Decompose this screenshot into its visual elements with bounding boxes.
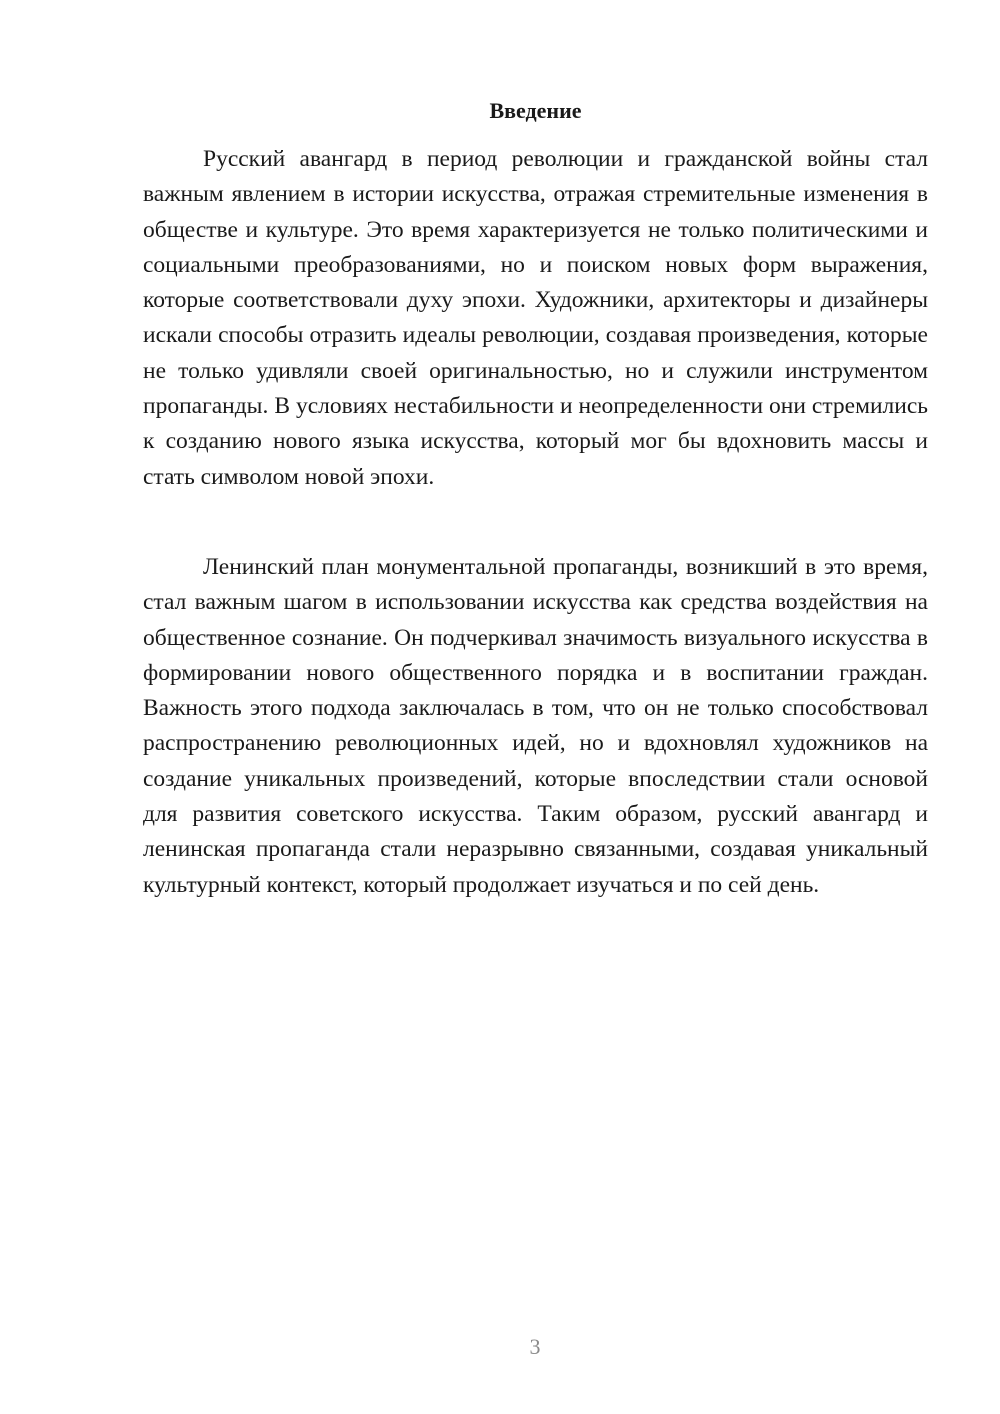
page-number: 3 <box>529 1334 541 1359</box>
paragraph-2: Ленинский план монументальной пропаганды, возникший в это время, стал важным шагом в использовании искусства как средства воздействия на общественное сознание. Он подчеркивал значимость визуального искусства в формировании нового общественного порядка и в воспитании граждан. Важность этого подхода заключалась в том, что он не только способствовал распространению революционных идей, но и вдохновлял художников на создание уникальных произведений, которые впоследствии стали основой для развития советского искусства. Таким образом, русский авангард и ленинская пропаганда стали неразрывно связанными, создавая уникальный культурный контекст, который продолжает изучаться и по сей день. <box>143 554 928 898</box>
paragraph-1: Русский авангард в период революции и гражданской войны стал важным явлением в истории искусства, отражая стремительные изменения в обществе и культуре. Это время характеризуется не только политическими и социальными преобразованиями, но и поиском новых форм выражения, которые соответствовали духу эпохи. Художники, архитекторы и дизайнеры искали способы отразить идеалы революции, создавая произведения, которые не только удивляли своей оригинальностью, но и служили инструментом пропаганды. В условиях нестабильности и неопределенности они стремились к созданию нового языка искусства, который мог бы вдохновить массы и стать символом новой эпохи. <box>143 146 928 490</box>
section-heading: Введение <box>489 98 582 123</box>
